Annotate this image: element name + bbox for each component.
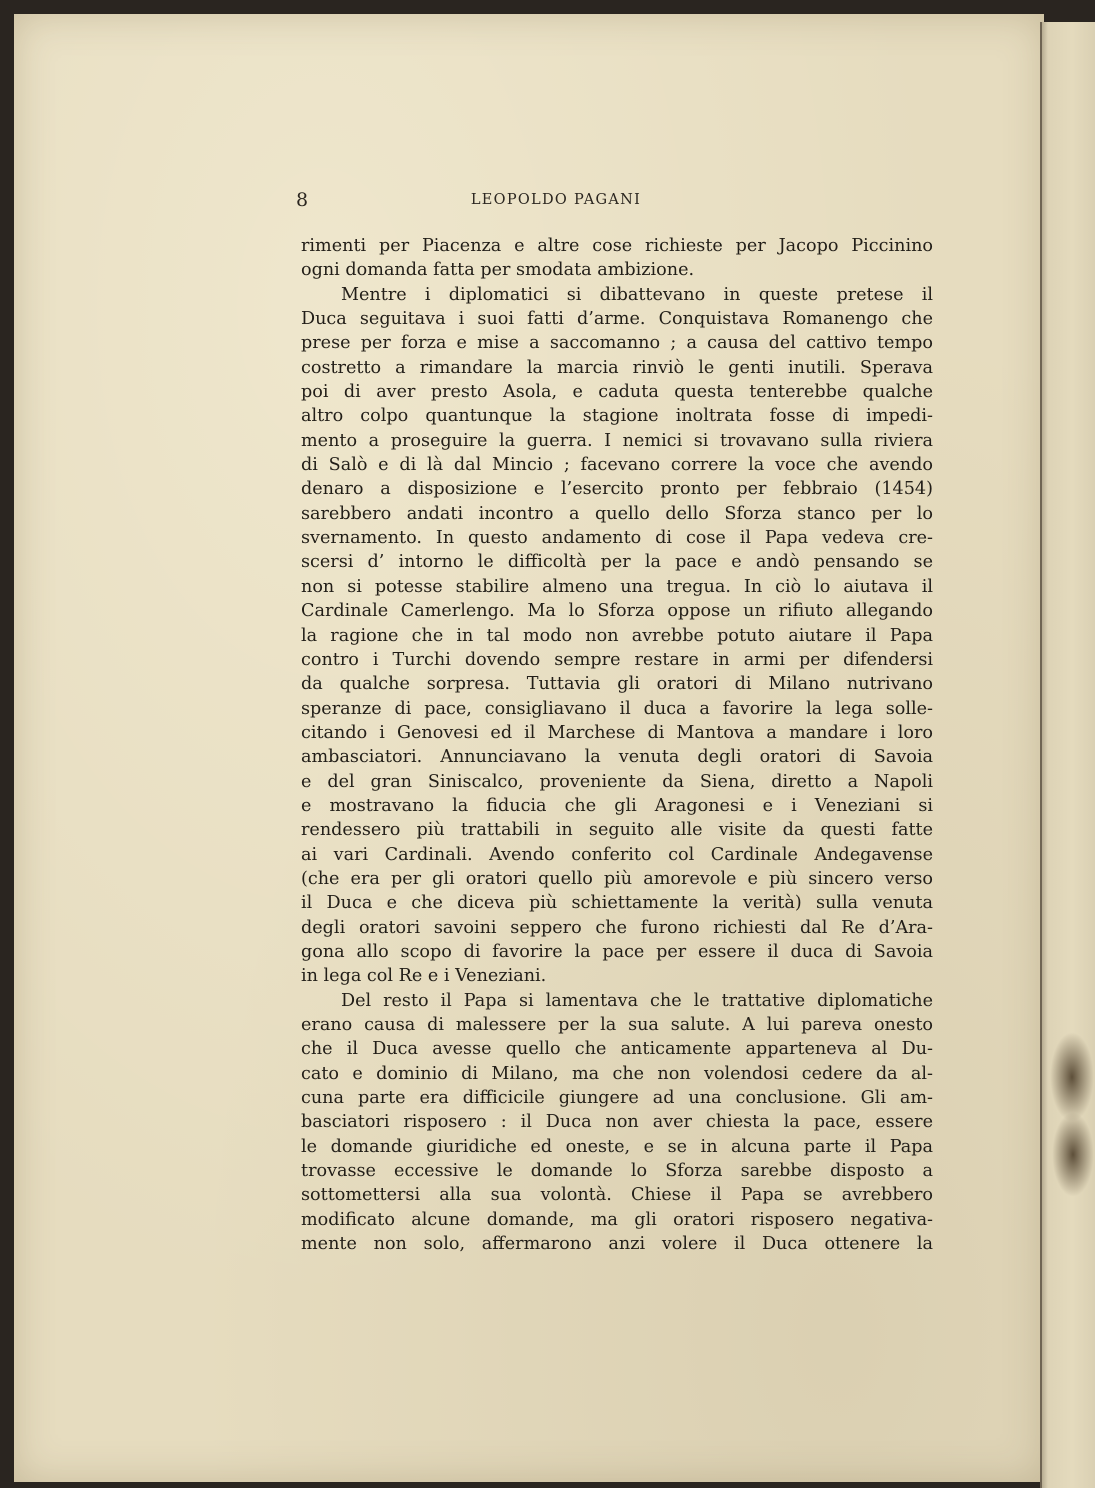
- text-line: sarebbero andati incontro a quello dello Sforza stanco per lo: [301, 503, 933, 524]
- text-line: in lega col Re e i Veneziani.: [301, 966, 547, 987]
- text-line: trovasse eccessive le domande lo Sforza sarebbe disposto a: [301, 1161, 933, 1182]
- ink-stain-lower: [1052, 1112, 1094, 1197]
- text-line: costretto a rimandare la marcia rinviò le genti inutili. Sperava: [301, 357, 933, 378]
- text-line: svernamento. In questo andamento di cose il Papa vedeva cre-: [301, 528, 933, 549]
- text-line: e mostravano la fiducia che gli Aragonesi e i Veneziani si: [301, 795, 933, 816]
- text-line: basciatori risposero : il Duca non aver chiesta la pace, essere: [301, 1112, 933, 1133]
- text-line: degli oratori savoini seppero che furono richiesti dal Re d’Ara-: [301, 917, 933, 938]
- text-line: rendessero più trattabili in seguito alle visite da questi fatte: [301, 820, 933, 841]
- running-title: LEOPOLDO PAGANI: [470, 192, 642, 208]
- text-line: prese per forza e mise a saccomanno ; a causa del cattivo tempo: [301, 333, 933, 354]
- text-line: altro colpo quantunque la stagione inoltrata fosse di impedi-: [301, 406, 933, 427]
- running-header: [296, 189, 936, 213]
- text-line: Del resto il Papa si lamentava che le trattative diplomatiche: [341, 990, 933, 1011]
- text-line: erano causa di malessere per la sua salute. A lui pareva onesto: [301, 1015, 933, 1035]
- text-line: il Duca e che diceva più schiettamente la verità) sulla venuta: [301, 893, 933, 914]
- text-line: ai vari Cardinali. Avendo conferito col Cardinale Andegavense: [301, 844, 933, 865]
- text-line: non si potesse stabilire almeno una tregua. In ciò lo aiutava il: [301, 576, 933, 597]
- text-line: da qualche sorpresa. Tuttavia gli oratori di Milano nutrivano: [301, 674, 933, 695]
- text-line: citando i Genovesi ed il Marchese di Mantova a mandare i loro: [301, 722, 933, 743]
- facing-page-edge: [1040, 22, 1095, 1488]
- text-line: ogni domanda fatta per smodata ambizione.: [301, 260, 695, 281]
- text-line: che il Duca avesse quello che anticamente apparteneva al Du-: [301, 1039, 933, 1060]
- text-line: sottomettersi alla sua volontà. Chiese il Papa se avrebbero: [301, 1185, 933, 1206]
- text-line: denaro a disposizione e l’esercito pronto per febbraio (1454): [301, 479, 933, 500]
- text-line: cato e dominio di Milano, ma che non volendosi cedere da al-: [301, 1063, 933, 1084]
- text-line: speranze di pace, consigliavano il duca a favorire la lega solle-: [301, 698, 933, 719]
- text-line: e del gran Siniscalco, proveniente da Siena, diretto a Napoli: [301, 771, 933, 792]
- text-line: (che era per gli oratori quello più amorevole e più sincero verso: [301, 868, 933, 889]
- text-line: scersi d’ intorno le difficoltà per la pace e andò pensando se: [301, 552, 933, 573]
- text-line: le domande giuridiche ed oneste, e se in alcuna parte il Papa: [301, 1136, 933, 1157]
- text-line: rimenti per Piacenza e altre cose richieste per Jacopo Piccinino: [301, 236, 933, 256]
- text-line: la ragione che in tal modo non avrebbe potuto aiutare il Papa: [301, 625, 933, 646]
- ink-stain-upper: [1050, 1032, 1094, 1122]
- text-line: cuna parte era difficicile giungere ad una conclusione. Gli am-: [301, 1088, 933, 1109]
- page-number: 8: [296, 189, 309, 211]
- text-line: modificato alcune domande, ma gli oratori risposero negativa-: [301, 1209, 933, 1230]
- text-line: mente non solo, affermarono anzi volere il Duca ottenere la: [301, 1234, 933, 1255]
- text-line: Cardinale Camerlengo. Ma lo Sforza oppose un rifiuto allegando: [301, 601, 933, 622]
- text-line: ambasciatori. Annunciavano la venuta degli oratori di Savoia: [301, 747, 933, 768]
- text-line: di Salò e di là dal Mincio ; facevano correre la voce che avendo: [301, 455, 933, 476]
- text-line: contro i Turchi dovendo sempre restare in armi per difendersi: [301, 649, 933, 670]
- text-line: gona allo scopo di favorire la pace per essere il duca di Savoia: [301, 941, 933, 962]
- text-line: mento a proseguire la guerra. I nemici si trovavano sulla riviera: [301, 430, 933, 451]
- text-line: poi di aver presto Asola, e caduta questa tenterebbe qualche: [301, 382, 933, 403]
- text-line: Duca seguitava i suoi fatti d’arme. Conquistava Romanengo che: [301, 309, 933, 330]
- body-text: [301, 234, 933, 1256]
- text-line: Mentre i diplomatici si dibattevano in queste pretese il: [341, 284, 933, 305]
